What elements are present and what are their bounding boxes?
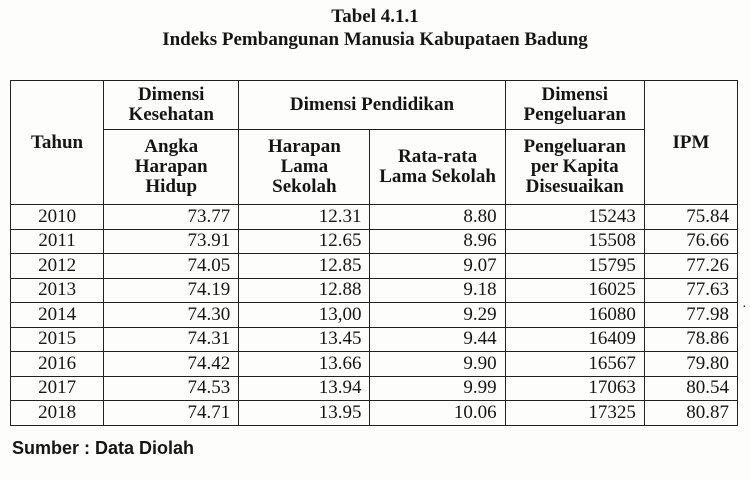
table-row [11, 303, 738, 328]
cell-ahh: 74.42 [104, 352, 239, 377]
cell-hls: 12.88 [239, 278, 370, 303]
cell-rls: 9.29 [370, 303, 505, 328]
cell-tahun: 2017 [11, 376, 104, 401]
table-title: Tabel 4.1.1 [331, 6, 419, 27]
cell-ipm: 79.80 [644, 352, 737, 377]
table-row [11, 352, 738, 377]
cell-ipm: 77.26 [644, 254, 737, 279]
table-subtitle: Indeks Pembangunan Manusia Kabupataen Badung [162, 29, 588, 50]
table-row [11, 229, 738, 254]
cell-ipm: 77.98 [644, 303, 737, 328]
cell-ipm: 75.84 [644, 205, 737, 230]
cell-ppk: 17325 [505, 401, 644, 426]
cell-ppk: 15243 [505, 205, 644, 230]
cell-ahh: 74.71 [104, 401, 239, 426]
header-dimensi-kesehatan: Dimensi Kesehatan [104, 81, 239, 130]
header-rls: Rata-rata Lama Sekolah [370, 130, 505, 205]
cell-rls: 9.18 [370, 278, 505, 303]
table-row [11, 254, 738, 279]
cell-tahun: 2012 [11, 254, 104, 279]
cell-ipm: 80.54 [644, 376, 737, 401]
cell-tahun: 2010 [11, 205, 104, 230]
cell-ipm: 76.66 [644, 229, 737, 254]
cell-rls: 8.80 [370, 205, 505, 230]
cell-rls: 9.44 [370, 327, 505, 352]
ipm-table [10, 80, 738, 426]
table-row [11, 205, 738, 230]
header-dimensi-pengeluaran: Dimensi Pengeluaran [505, 81, 644, 130]
table-row [11, 327, 738, 352]
cell-tahun: 2016 [11, 352, 104, 377]
source-note: Sumber : Data Diolah [12, 438, 195, 458]
scan-speck: · [742, 300, 747, 315]
cell-ppk: 16080 [505, 303, 644, 328]
cell-ppk: 16409 [505, 327, 644, 352]
cell-tahun: 2013 [11, 278, 104, 303]
cell-ahh: 74.30 [104, 303, 239, 328]
cell-tahun: 2014 [11, 303, 104, 328]
cell-ppk: 16567 [505, 352, 644, 377]
cell-ppk: 15795 [505, 254, 644, 279]
cell-ppk: 17063 [505, 376, 644, 401]
cell-hls: 13,00 [239, 303, 370, 328]
cell-hls: 13.45 [239, 327, 370, 352]
cell-ppk: 16025 [505, 278, 644, 303]
cell-rls: 8.96 [370, 229, 505, 254]
cell-hls: 12.31 [239, 205, 370, 230]
header-ipm: IPM [644, 81, 737, 205]
cell-ahh: 73.91 [104, 229, 239, 254]
header-ppk: Pengeluaran per Kapita Disesuaikan [505, 130, 644, 205]
cell-ipm: 80.87 [644, 401, 737, 426]
cell-hls: 12.65 [239, 229, 370, 254]
cell-rls: 9.99 [370, 376, 505, 401]
cell-rls: 9.90 [370, 352, 505, 377]
header-hls: Harapan Lama Sekolah [239, 130, 370, 205]
cell-ahh: 73.77 [104, 205, 239, 230]
cell-tahun: 2015 [11, 327, 104, 352]
cell-ipm: 77.63 [644, 278, 737, 303]
header-ahh: Angka Harapan Hidup [104, 130, 239, 205]
cell-ahh: 74.19 [104, 278, 239, 303]
table-row [11, 278, 738, 303]
table-row [11, 401, 738, 426]
cell-tahun: 2018 [11, 401, 104, 426]
cell-hls: 13.66 [239, 352, 370, 377]
cell-rls: 10.06 [370, 401, 505, 426]
table-row [11, 376, 738, 401]
cell-ahh: 74.05 [104, 254, 239, 279]
header-tahun: Tahun [11, 81, 104, 205]
cell-hls: 13.94 [239, 376, 370, 401]
cell-tahun: 2011 [11, 229, 104, 254]
cell-rls: 9.07 [370, 254, 505, 279]
cell-hls: 12.85 [239, 254, 370, 279]
cell-ahh: 74.53 [104, 376, 239, 401]
cell-ipm: 78.86 [644, 327, 737, 352]
header-dimensi-pendidikan: Dimensi Pendidikan [239, 81, 505, 130]
cell-ahh: 74.31 [104, 327, 239, 352]
cell-hls: 13.95 [239, 401, 370, 426]
cell-ppk: 15508 [505, 229, 644, 254]
